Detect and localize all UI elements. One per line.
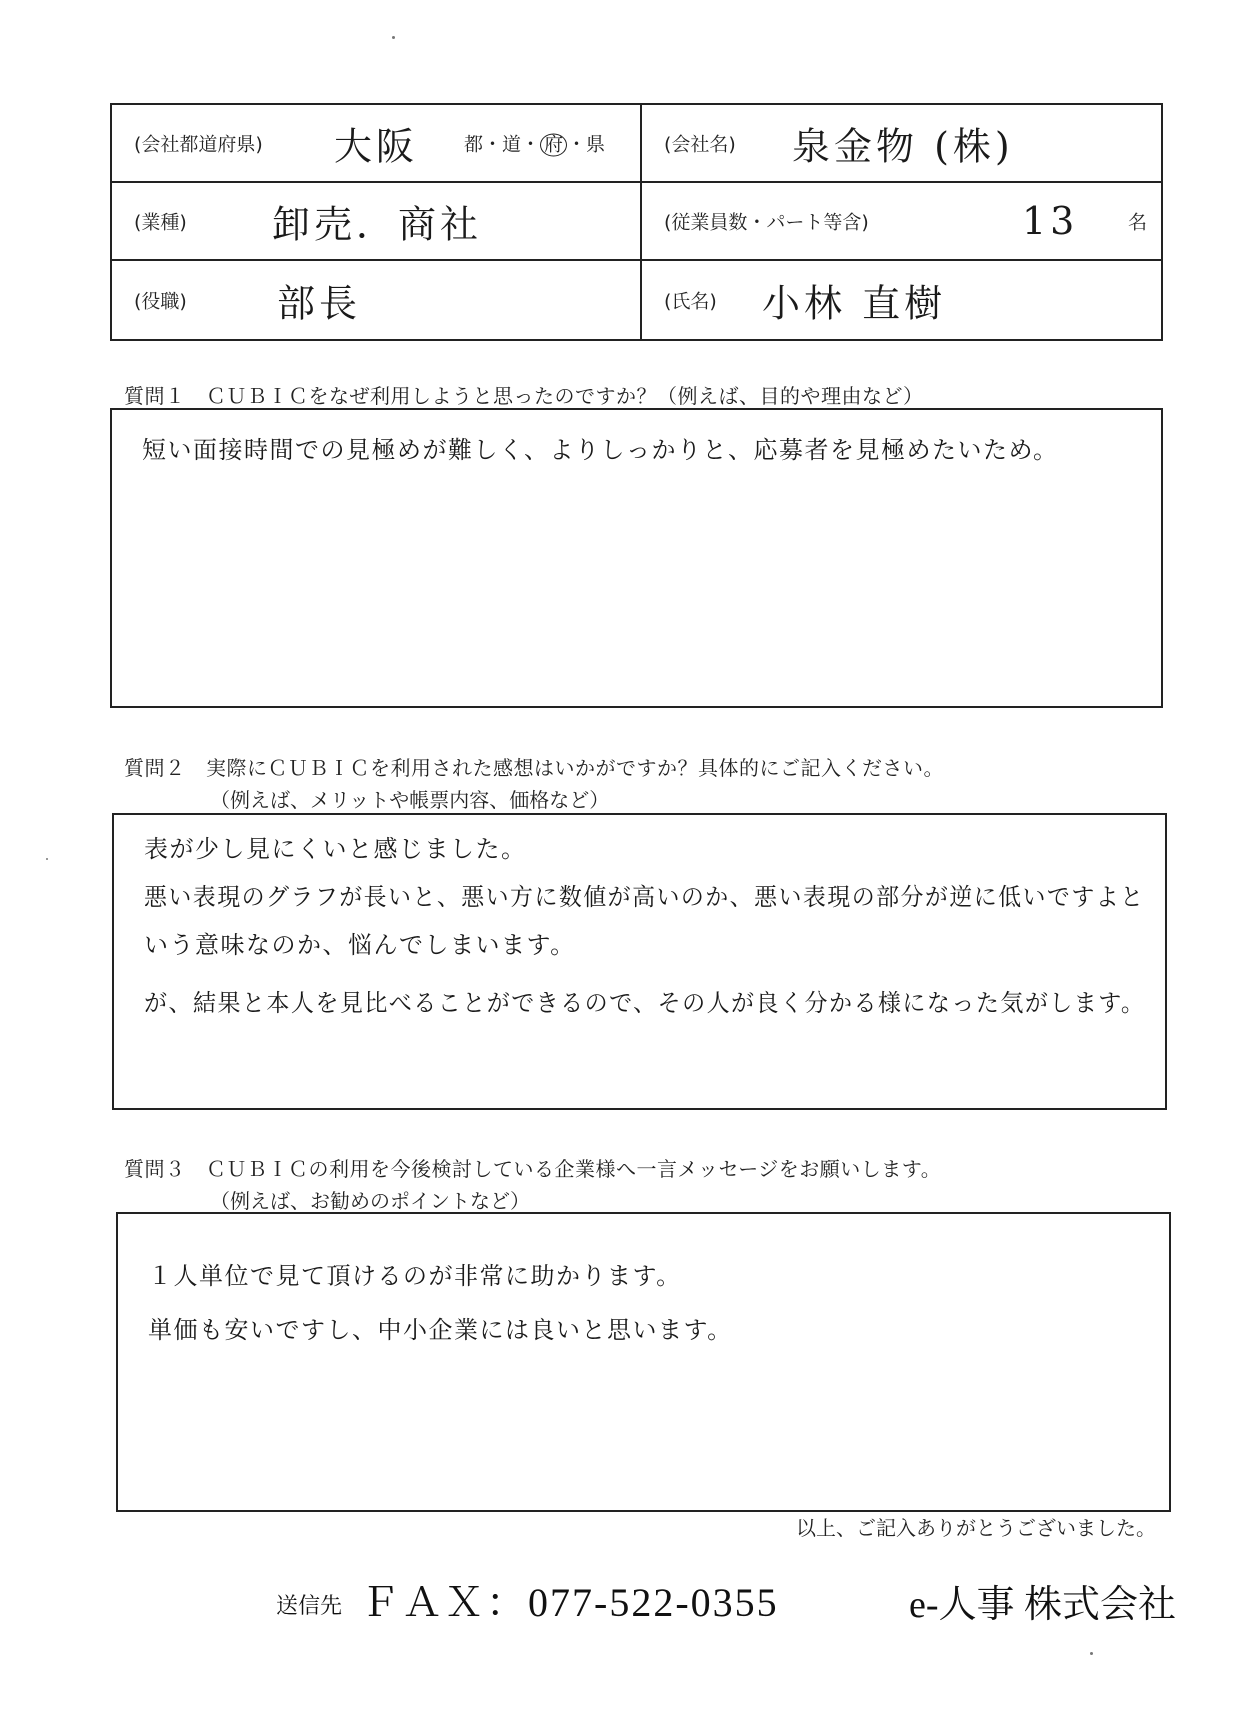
scan-speck bbox=[1090, 1652, 1093, 1655]
person-name-cell bbox=[642, 261, 1161, 339]
fax-number: ＦＡＸ：077-522-0355 bbox=[360, 1580, 779, 1625]
position-cell bbox=[112, 261, 642, 339]
prefecture-value: 大阪 bbox=[334, 124, 419, 169]
company-name-value: 泉金物 (株) bbox=[792, 124, 1014, 169]
question-1-answer-line: 短い面接時間での見極めが難しく、よりしっかりと、応募者を見極めたいため。 bbox=[142, 436, 1059, 464]
scan-speck bbox=[392, 36, 395, 39]
prefecture-suffix bbox=[464, 130, 605, 157]
person-name-label: (氏名) bbox=[664, 290, 717, 313]
question-1-label: 質問１ ＣＵＢＩＣをなぜ利用しようと思ったのですか？（例えば、目的や理由など） bbox=[124, 384, 924, 408]
prefecture-suffix-to: 都・道・ bbox=[464, 133, 541, 156]
question-1-answer-box bbox=[110, 408, 1163, 708]
question-2-answer-line: 表が少し見にくいと感じました。 bbox=[144, 835, 527, 863]
prefecture-label: (会社都道府県) bbox=[134, 133, 263, 156]
person-name-value: 小林 直樹 bbox=[762, 281, 947, 326]
question-3-sub: （例えば、お勧めのポイントなど） bbox=[210, 1189, 530, 1213]
employees-value: 13 bbox=[1022, 199, 1079, 243]
question-2-label: 質問２ 実際にＣＵＢＩＣを利用された感想はいかがですか？具体的にご記入ください。 bbox=[124, 756, 944, 780]
recipient-company: e-人事 株式会社 bbox=[908, 1584, 1176, 1626]
destination-label: 送信先 bbox=[276, 1594, 343, 1619]
question-2-answer-line: 悪い表現のグラフが長いと、悪い方に数値が高いのか、悪い表現の部分が逆に低いですよと bbox=[144, 883, 1145, 911]
industry-value: 卸売．商社 bbox=[272, 202, 483, 247]
question-2-sub: （例えば、メリットや帳票内容、価格など） bbox=[210, 788, 610, 812]
scan-speck bbox=[46, 858, 48, 860]
industry-label: (業種) bbox=[134, 211, 187, 234]
question-3-answer-line: 単価も安いですし、中小企業には良いと思います。 bbox=[148, 1316, 733, 1344]
position-label: (役職) bbox=[134, 290, 187, 313]
question-3-answer-line: １人単位で見て頂けるのが非常に助かります。 bbox=[148, 1262, 682, 1290]
industry-cell bbox=[112, 183, 642, 261]
company-name-cell bbox=[642, 105, 1161, 183]
question-2-answer-line: いう意味なのか、悩んでしまいます。 bbox=[144, 931, 576, 959]
prefecture-suffix-fu-circled: 府 bbox=[540, 134, 567, 157]
prefecture-cell bbox=[112, 105, 642, 183]
question-3-answer-box bbox=[116, 1212, 1171, 1512]
respondent-info-table bbox=[110, 103, 1163, 341]
question-2-answer-line: が、結果と本人を見比べることができるので、その人が良く分かる様になった気がします。 bbox=[144, 989, 1146, 1017]
employees-cell bbox=[642, 183, 1161, 261]
question-3-label: 質問３ ＣＵＢＩＣの利用を今後検討している企業様へ一言メッセージをお願いします。 bbox=[124, 1157, 942, 1181]
prefecture-suffix-ken: ・県 bbox=[567, 133, 606, 156]
question-2-answer-box bbox=[112, 813, 1167, 1110]
position-value: 部長 bbox=[277, 281, 362, 326]
employees-unit: 名 bbox=[1127, 211, 1147, 234]
fax-footer bbox=[276, 1568, 1176, 1628]
company-name-label: (会社名) bbox=[664, 133, 736, 156]
employees-label: (従業員数・パート等含) bbox=[664, 211, 869, 234]
closing-message: 以上、ご記入ありがとうございました。 bbox=[796, 1516, 1156, 1540]
